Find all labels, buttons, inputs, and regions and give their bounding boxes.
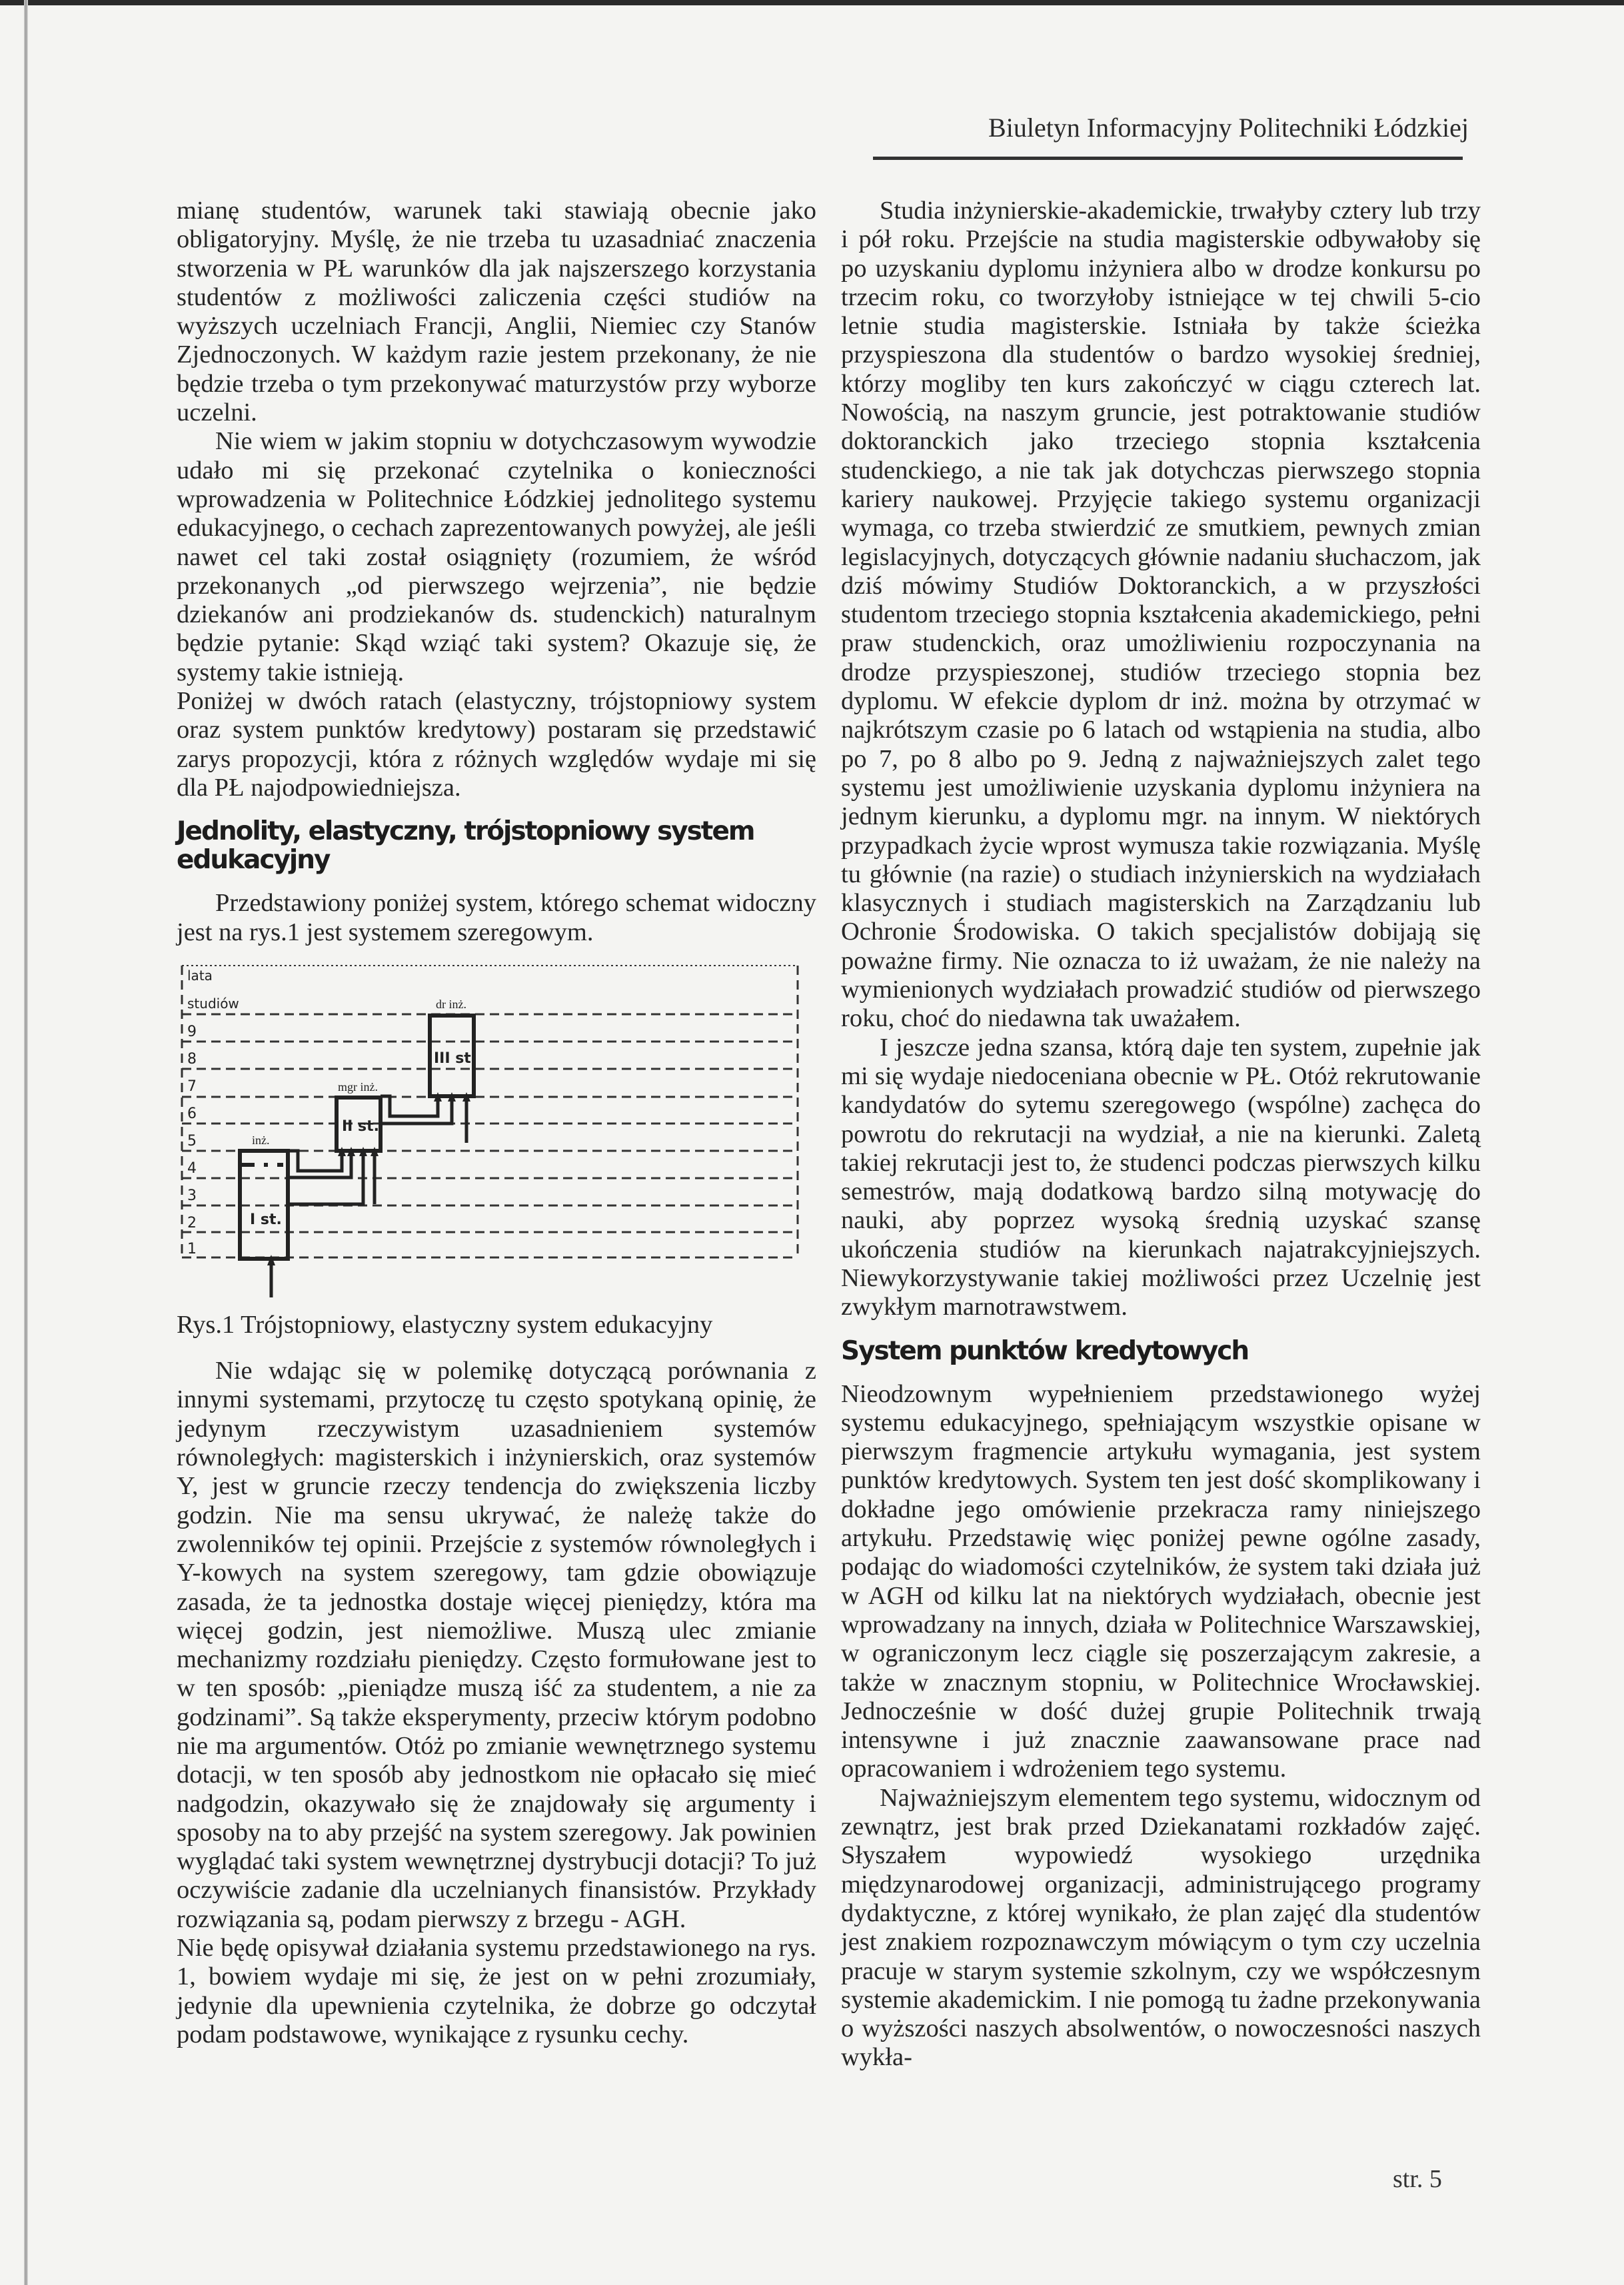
- paragraph: I jeszcze jedna szansa, którą daje ten system, zupełnie jak mi się wydaje niedoceniana obecnie w PŁ. Otóż rekrutowanie kandydatów do sytemu szeregowego (wspólne) zachęca do powrotu do rekrutacji na wydział, a nie na kierunki. Zaletą takiej rekrutacji jest to, że studenci podczas pierwszych kilku semestrów, mają dodatkową bardzo silną motywację do nauki, aby poprzez wysoką średnią uzyskać szansę ukończenia studiów na kierunkach najatrakcyjniejszych. Niewykorzystywanie takiej możliwości przez Uczelnię jest zwykłym marnotrawstwem.: [841, 1033, 1481, 1321]
- section-heading: Jednolity, elastyczny, trójstopniowy system edukacyjny: [177, 816, 754, 876]
- diagram-svg: [177, 956, 816, 1303]
- svg-text:1: 1: [187, 1240, 197, 1257]
- paragraph: Nie wiem w jakim stopniu w dotychczasowym wywodzie udało mi się przekonać czytelnika o konieczności wprowadzenia w Politechnice Łódzkiej jednolitego systemu edukacyjnego, o cechach zaprezentowanych powyżej, ale jeśli nawet cel taki został osiągnięty (rozumiem, że wśród przekonanych „od pierwszego wejrzenia”, nie będzie dziekanów ani prodziekanów ds. studenckich) naturalnym będzie pytanie: Skąd wziąć taki system? Okazuje się, że systemy takie istnieją.: [177, 427, 816, 686]
- publication-title: Biuletyn Informacyjny Politechniki Łódzkiej: [988, 113, 1469, 143]
- degree-label-inz: inż.: [252, 1133, 270, 1147]
- svg-text:3: 3: [187, 1187, 197, 1204]
- paragraph: Nieodzownym wypełnieniem przedstawionego wyżej systemu edukacyjnego, spełniającym wszystkie opisane w pierwszym fragmencie artykułu wymagania, jest system punktów kredytowych. System ten jest dość skomplikowany i dokładne jego omówienie przekracza ramy niniejszego artykułu. Przedstawię więc poniżej pewne ogólne zasady, podając do wiadomości czytelników, że system taki działa już w AGH od kilku lat na niektórych wydziałach, obecnie jest wprowadzany na innych, działa w Politechnice Warszawskiej, w ograniczonym lecz ciągle się poszerzającym zakresie, a także w znacznym stopniu, w Politechnice Wrocławskiej. Jednocześnie w dość dużej grupie Politechnik trwają intensywne i już znacznie zaawansowane prace nad opracowaniem i wdrożeniem tego systemu.: [841, 1379, 1481, 1783]
- paragraph: mianę studentów, warunek taki stawiają obecnie jako obligatoryjny. Myślę, że nie trzeba tu uzasadniać znaczenia stworzenia w PŁ warunków dla jak najszerszego korzystania studentów z możliwości zaliczenia części studiów na wyższych uczelniach Francji, Anglii, Niemiec czy Stanów Zjednoczonych. W każdym razie jestem przekonany, że nie będzie trzeba o tym przekonywać maturzystów przy wyborze uczelni.: [177, 197, 816, 427]
- figure-caption: Rys.1 Trójstopniowy, elastyczny system edukacyjny: [177, 1310, 713, 1339]
- paragraph: Nie wdając się w polemikę dotyczącą porównania z innymi systemami, przytoczę tu często spotykaną opinię, że jedynym rzeczywistym uzasadnieniem systemów równoległych: magisterskich i inżynierskich, oraz systemów Y, jest w gruncie rzeczy tendencja do zwiększenia liczby godzin. Nie ma sensu ukrywać, że należę także do zwolenników tej opinii. Przejście z systemów równoległych i Y-kowych na system szeregowy, tam gdzie obowiązuje zasada, że ta jednostka dostaje więcej pieniędzy, która ma więcej godzin, jest niemożliwe. Muszą ulec zmianie mechanizmy rozdziału pieniędzy. Często formułowane jest to w ten sposób: „pieniądze muszą iść za studentem, a nie za godzinami”. Są także eksperymenty, przeciw którym podobno nie ma argumentów. Otóż po zmianie wewnętrznego systemu dotacji, w ten sposób aby jednostkom nie opłacało się mieć nadgodzin, okazywało się że znajdowały się argumenty i sposoby na to aby przejść na system szeregowy. Jak powinien wyglądać taki system wewnętrznej dystrybucji dotacji? To już oczywiście zadanie dla uczelnianych finansistów. Przykłady rozwiązania są, podam pierwszy z brzegu - AGH.: [177, 1357, 816, 1933]
- paragraph: Najważniejszym elementem tego systemu, widocznym od zewnątrz, jest brak przed Dziekanatami rozkładów zajęć. Słyszałem wypowiedź wysokiego urzędnika międzynarodowej organizacji, administrującego programy dydaktyczne, z której wynikało, że plan zajęć dla studentów jest znakiem rozpoznawczym mówiącym o tym czy uczelnia pracuje w starym systemie szkolnym, czy we współczesnym systemie akademickim. I nie pomogą tu żadne przekonywania o wyższości naszych absolwentów, o nowoczesności naszych wykła-: [841, 1783, 1481, 2072]
- page-binding-fold: [24, 0, 28, 2285]
- left-column: [177, 197, 816, 2049]
- degree-label-dr: dr inż.: [436, 997, 466, 1011]
- box-label-first-degree: I st.: [250, 1211, 282, 1228]
- degree-label-mgr: mgr inż.: [338, 1080, 378, 1094]
- svg-text:2: 2: [187, 1214, 197, 1231]
- page-number: str. 5: [1393, 2165, 1442, 2193]
- section-heading: System punktów kredytowych: [841, 1335, 1249, 1366]
- svg-text:6: 6: [187, 1105, 197, 1122]
- education-system-diagram: [177, 956, 816, 1303]
- svg-text:4: 4: [187, 1159, 197, 1177]
- svg-text:8: 8: [187, 1050, 197, 1068]
- axis-label-lata: lata: [187, 967, 213, 984]
- box-label-second-degree: II st.: [342, 1118, 379, 1135]
- svg-text:5: 5: [187, 1132, 197, 1149]
- box-label-third-degree: III st.: [434, 1050, 477, 1067]
- right-column: [841, 197, 1481, 2072]
- paragraph: Przedstawiony poniżej system, którego schemat widoczny jest na rys.1 jest systemem szeregowym.: [177, 889, 816, 946]
- svg-text:7: 7: [187, 1078, 197, 1095]
- svg-text:9: 9: [187, 1023, 197, 1040]
- paragraph: Poniżej w dwóch ratach (elastyczny, trójstopniowy system oraz system punktów kredytowy) postaram się przedstawić zarys propozycji, która z różnych względów wydaje mi się dla PŁ najodpowiedniejsza.: [177, 687, 816, 802]
- axis-label-studiow: studiów: [187, 995, 239, 1012]
- paragraph: Studia inżynierskie-akademickie, trwałyby cztery lub trzy i pół roku. Przejście na studia magisterskie odbywałoby się po uzyskaniu dyplomu inżyniera albo w drodze konkursu po trzecim roku, co tworzyłoby istniejące w tej chwili 5-cio letnie studia magisterskie. Istniała by także ścieżka przyspieszona dla studentów o bardzo wysokiej średniej, którzy mogliby ten kurs zakończyć w ciągu czterech lat. Nowością, na naszym gruncie, jest potraktowanie studiów doktoranckich jako trzeciego stopnia kształcenia studenckiego, a nie tak jak dotychczas pierwszego stopnia kariery naukowej. Przyjęcie takiego systemu organizacji wymaga, co trzeba stwierdzić ze smutkiem, pewnych zmian legislacyjnych, dotyczących głównie nadaniu słuchaczom, jak dziś mówimy Studiów Doktoranckich, a w przyszłości studentom trzeciego stopnia kształcenia akademickiego, pełni praw studenckich, oraz umożliwieniu rozpoczynania na drodze przyspieszonej, studiów trzeciego stopnia bez dyplomu. W efekcie dyplom dr inż. można by otrzymać w najkrótszym czasie po 6 latach od wstąpienia na studia, albo po 7, po 8 albo po 9. Jedną z najważniejszych zalet tego systemu jest umożliwienie uzyskania dyplomu inżyniera na jednym kierunku, a dyplomu mgr. na innym. W niektórych przypadkach życie wprost wymusza takie rozwiązania. Myślę tu głównie (na razie) o studiach inżynierskich na wydziałach klasycznych i studiach magisterskich na Zarządzaniu lub Ochronie Środowiska. O takich specjalistów dobijają się poważne firmy. Nie oznacza to iż uważam, że nie należy na wymienionych wydziałach prowadzić studiów od pierwszego roku, choć do niedawna tak uważałem.: [841, 197, 1481, 1033]
- paragraph: Nie będę opisywał działania systemu przedstawionego na rys. 1, bowiem wydaje mi się, że jest on w pełni zrozumiały, jedynie dla upewnienia czytelnika, że dobrze go odczytał podam podstawowe, wynikające z rysunku cechy.: [177, 1934, 816, 2048]
- header-rule: [873, 157, 1463, 160]
- scan-top-edge: [0, 0, 1624, 5]
